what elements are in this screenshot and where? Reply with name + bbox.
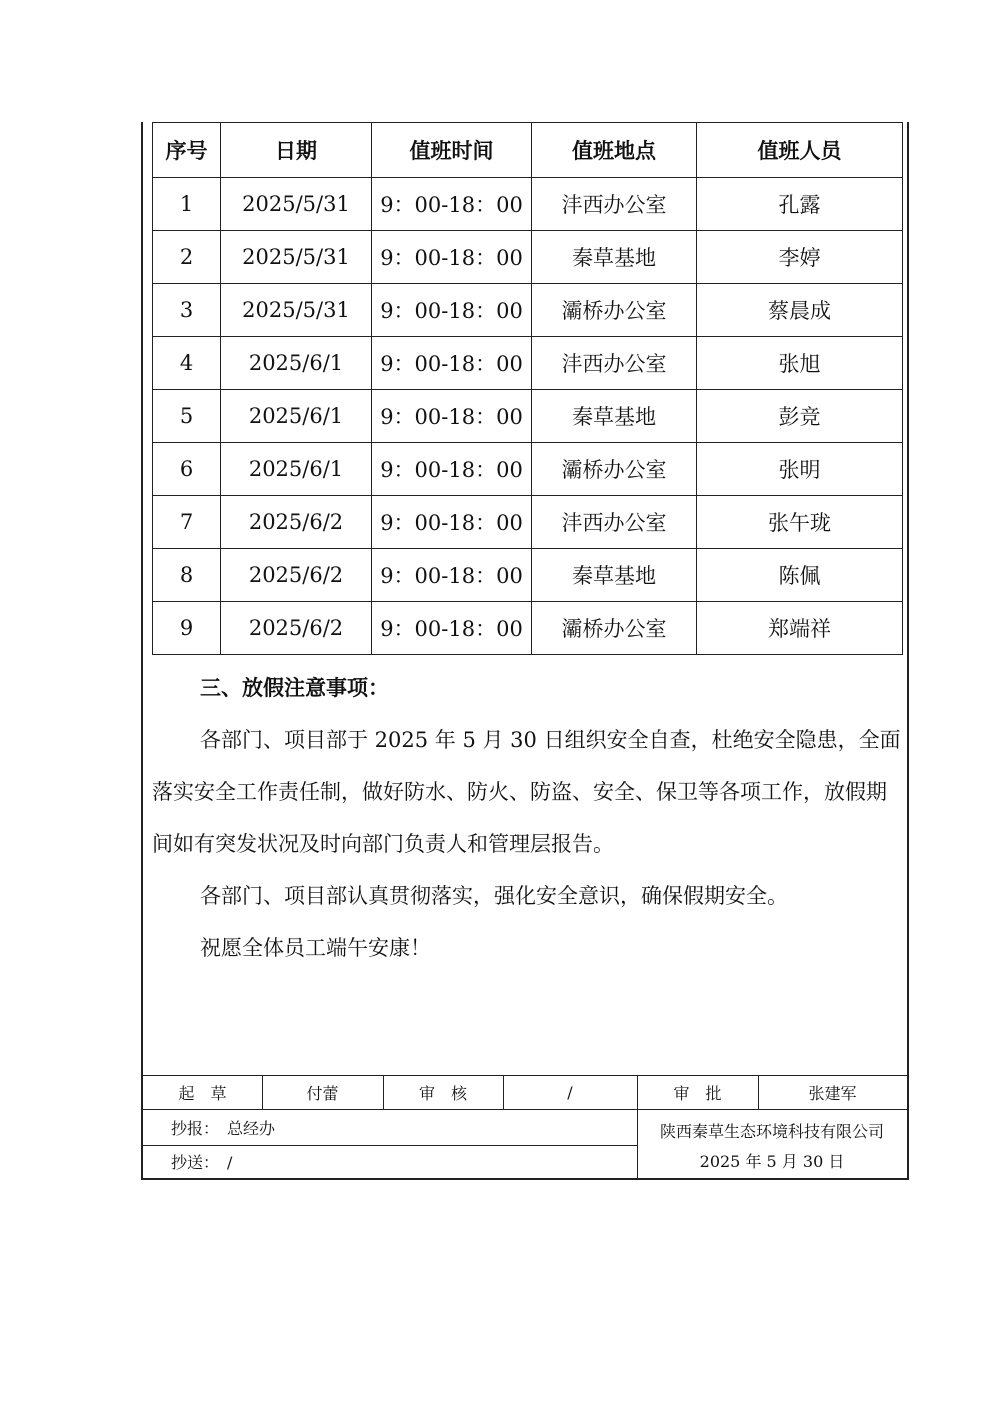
cell-time: 9：00-18：00 xyxy=(372,178,532,231)
cell-staff: 张明 xyxy=(697,443,903,496)
cell-date: 2025/5/31 xyxy=(221,284,372,337)
table-row xyxy=(153,231,903,284)
review-label: 审 核 xyxy=(418,1083,467,1103)
duty-schedule-table xyxy=(152,122,903,655)
header-time: 值班时间 xyxy=(372,123,532,178)
cell-staff: 陈佩 xyxy=(697,549,903,602)
cell-location: 沣西办公室 xyxy=(532,337,697,390)
approve-value: 张建军 xyxy=(808,1083,857,1103)
cell-location: 秦草基地 xyxy=(532,231,697,284)
cell-location: 秦草基地 xyxy=(532,390,697,443)
cell-date: 2025/5/31 xyxy=(221,231,372,284)
table-row xyxy=(153,496,903,549)
cell-index: 4 xyxy=(153,337,221,390)
table-row xyxy=(153,284,903,337)
review-value: / xyxy=(567,1082,573,1102)
cell-date: 2025/6/2 xyxy=(221,496,372,549)
cell-location: 沣西办公室 xyxy=(532,496,697,549)
company-name: 陕西秦草生态环境科技有限公司 xyxy=(659,1121,884,1141)
cell-index: 6 xyxy=(153,443,221,496)
notes-heading: 三、放假注意事项： xyxy=(200,676,389,700)
copy-to: 抄送： / xyxy=(171,1153,233,1172)
draft-value: 付蕾 xyxy=(306,1083,339,1103)
cell-time: 9：00-18：00 xyxy=(372,602,532,655)
approve-label: 审 批 xyxy=(673,1083,722,1103)
cell-staff: 郑端祥 xyxy=(697,602,903,655)
cell-time: 9：00-18：00 xyxy=(372,284,532,337)
cell-location: 灞桥办公室 xyxy=(532,284,697,337)
notes-paragraph-wishes: 祝愿全体员工端午安康！ xyxy=(200,936,431,960)
cell-location: 灞桥办公室 xyxy=(532,443,697,496)
cell-staff: 张午珑 xyxy=(697,496,903,549)
cell-staff: 李婷 xyxy=(697,231,903,284)
cell-index: 3 xyxy=(153,284,221,337)
issue-date: 2025 年 5 月 30 日 xyxy=(699,1151,845,1171)
cell-index: 1 xyxy=(153,178,221,231)
table-row xyxy=(153,390,903,443)
cell-index: 8 xyxy=(153,549,221,602)
cell-location: 沣西办公室 xyxy=(532,178,697,231)
notes-paragraph-safety: 各部门、项目部于 2025 年 5 月 30 日组织安全自查，杜绝安全隐患，全面落实安全工作责任制，做好防水、防火、防盗、安全、保卫等各项工作，放假期间如有突发状况及时向部门负责人和管理层报告。 xyxy=(152,728,901,856)
table-row xyxy=(153,443,903,496)
holiday-notes xyxy=(152,662,902,974)
cell-staff: 张旭 xyxy=(697,337,903,390)
approval-footer xyxy=(143,1075,907,1178)
table-row xyxy=(153,549,903,602)
draft-label: 起 草 xyxy=(178,1083,227,1103)
cell-date: 2025/6/1 xyxy=(221,390,372,443)
notes-paragraph-implementation: 各部门、项目部认真贯彻落实，强化安全意识，确保假期安全。 xyxy=(200,884,788,908)
cell-location: 灞桥办公室 xyxy=(532,602,697,655)
header-staff: 值班人员 xyxy=(697,123,903,178)
cell-index: 7 xyxy=(153,496,221,549)
cell-time: 9：00-18：00 xyxy=(372,549,532,602)
cell-date: 2025/6/1 xyxy=(221,443,372,496)
cell-time: 9：00-18：00 xyxy=(372,231,532,284)
cell-time: 9：00-18：00 xyxy=(372,390,532,443)
cell-date: 2025/5/31 xyxy=(221,178,372,231)
cell-index: 2 xyxy=(153,231,221,284)
header-index: 序号 xyxy=(153,123,221,178)
report-to: 抄报： 总经办 xyxy=(171,1118,276,1138)
table-row xyxy=(153,602,903,655)
cell-date: 2025/6/1 xyxy=(221,337,372,390)
cell-index: 5 xyxy=(153,390,221,443)
table-row xyxy=(153,178,903,231)
header-location: 值班地点 xyxy=(532,123,697,178)
cell-date: 2025/6/2 xyxy=(221,549,372,602)
table-row xyxy=(153,337,903,390)
cell-time: 9：00-18：00 xyxy=(372,337,532,390)
cell-staff: 彭竞 xyxy=(697,390,903,443)
cell-time: 9：00-18：00 xyxy=(372,496,532,549)
cell-index: 9 xyxy=(153,602,221,655)
cell-staff: 孔露 xyxy=(697,178,903,231)
cell-date: 2025/6/2 xyxy=(221,602,372,655)
table-header-row xyxy=(153,123,903,178)
cell-staff: 蔡晨成 xyxy=(697,284,903,337)
header-date: 日期 xyxy=(221,123,372,178)
cell-location: 秦草基地 xyxy=(532,549,697,602)
cell-time: 9：00-18：00 xyxy=(372,443,532,496)
